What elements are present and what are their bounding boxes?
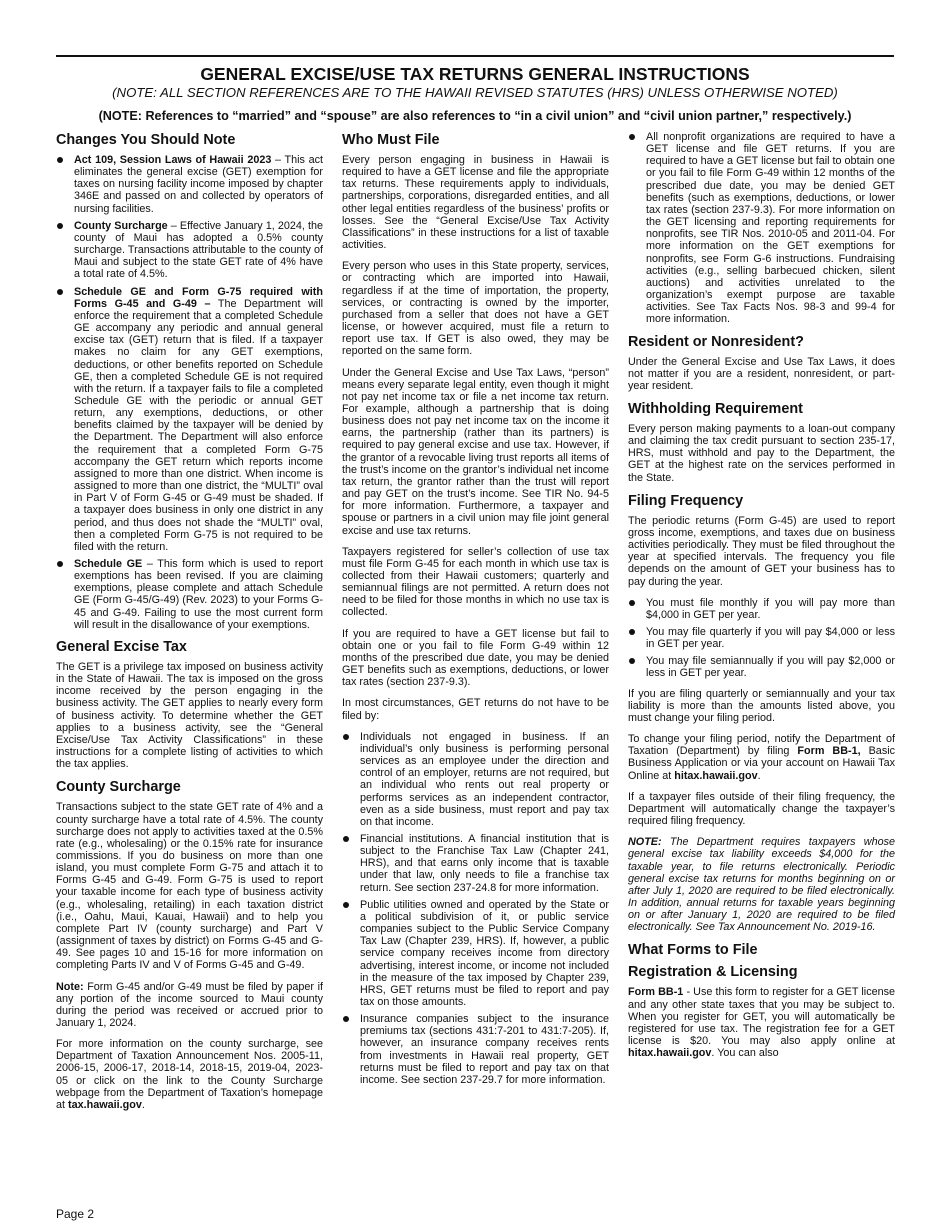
nonprofit-list <box>628 131 895 326</box>
paragraph: Every person making payments to a loan-out company and claiming the tax credit pursuant to section 235-17, HRS, must withhold and pay to the Department, the GET at the highest rate on the services performed in the State. <box>628 422 895 484</box>
civil-union-note: (NOTE: References to “married” and “spouse” are also references to “in a civil union” and “civil union partner,” respectively.) <box>98 109 852 123</box>
paragraph-end: . <box>141 1098 145 1111</box>
paragraph-text: Basic Business Application or via your account on Hawaii Tax Online at <box>628 745 896 782</box>
paragraph: Every person engaging in business in Hawaii is required to have a GET license and file the appropriate tax returns. These requirements apply to individuals, partnerships, corporations, disregarded entities, and all other legal entities regardless of the business’ profits or losses. See the “General Excise/Use Tax Activity Classifications” in these instructions for a list of taxable activities. <box>342 154 609 252</box>
paragraph <box>56 981 323 1030</box>
paragraph: Every person who uses in this State property, services, or contracting which are imported into Hawaii, regardless if at the time of importation, the property, services, or contracting is owned by the importer, purchased from a seller that does not have a GET license, or however acquired, must file a return to report use tax. If GET is also owed, they may be reported on the same form. <box>342 260 609 358</box>
item-text: – This form which is used to report exemptions has been revised. If you are claiming exemptions, please complete and attach Schedule GE (Form G-45/G-49) (Rev. 2023) to your Forms G-45 and G-49. Failing to use the most current form will result in the disallowance of your exemptions. <box>74 558 323 631</box>
list-item: All nonprofit organizations are required to have a GET license and file GET returns. If you are required to have a GET license but fail to obtain one or you fail to file Form G-49 within 12 months of the prescribed due date, you may be denied GET benefits (such as exemptions, deductions, or lower tax rates (section 237-9.3). For more information on the GET licensing and reporting requirements for nonprofits, see TIR Nos. 2010-05 and 2011-04. For more information on the GET exemptions for nonprofits, see Form G-6 instructions. Fundraising activities (e.g., selling barbecued chicken, silent auctions) and activities unrelated to the organization’s exempt purpose are taxable activities. See Tax Facts Nos. 98-3 and 99-4 for more information. <box>628 131 895 326</box>
item-lead: Schedule GE <box>74 558 143 570</box>
top-rule <box>56 55 894 57</box>
changes-list <box>56 154 323 631</box>
form-name: Form BB-1 <box>628 986 684 999</box>
paragraph-text: To change your filing period, notify the Department of Taxation (Department) by filing <box>628 733 895 758</box>
paragraph: Transactions subject to the state GET rate of 4% and a county surcharge have a total rate of 4.5%. The county surcharge does not apply to activities taxed at the 0.5% rate (e.g., wholesaling) or the 0.15% rate for insurance commissions. If you do business on more than one island, you must complete Form G-75 and attach it to Forms G-45 and G-49. Form G-75 is used to report your taxable income for each type of business activity (e.g., wholesaling, retailing) in each taxation district (i.e., Oahu, Maui, Kauai, Hawaii) and to help you complete Part IV (county surcharge) and Part V (assignment of taxes by district) on Forms G-45 and G-49. See pages 10 and 15-16 for more information on completing Parts IV and V of Forms G-45 and G-49. <box>56 801 323 972</box>
item-text: – This act eliminates the general excise (GET) exemption for taxes on nursing facility income imposed by chapter 346E and passed on and collected by operators of nursing facilities. <box>74 154 324 215</box>
changes-heading: Changes You Should Note <box>56 132 236 148</box>
paragraph <box>628 986 895 1059</box>
paragraph <box>628 836 895 933</box>
hitax-website-link[interactable]: hitax.hawaii.gov <box>674 769 758 782</box>
column-3 <box>628 131 895 1068</box>
list-item: Financial institutions. A financial institution that is subject to the Franchise Tax Law (Chapter 241, HRS), and that earns only income that is taxable under that law, only needs to file a franchise tax return. See section 237-24.8 for more information. <box>342 833 609 894</box>
note-text: The Department requires taxpayers whose general excise tax liability exceeds $4,000 for the taxable year, to file returns electronically. Periodic general excise tax returns for months beginning on or after July 1, 2020 are required to be filed electronically. In addition, annual returns for taxable years beginning on or after January 1, 2020 are required to be filed electronically. See Tax Announcement No. 2019-16. <box>628 836 895 934</box>
page-subtitle: (NOTE: ALL SECTION REFERENCES ARE TO THE HAWAII REVISED STATUTES (HRS) UNLESS OTHERWISE NOTED) <box>112 85 838 100</box>
resident-heading: Resident or Nonresident? <box>628 333 804 350</box>
exceptions-list <box>342 731 609 1086</box>
page-title: GENERAL EXCISE/USE TAX RETURNS GENERAL INSTRUCTIONS <box>200 64 750 84</box>
paragraph: Under the General Excise and Use Tax Laws, “person” means every separate legal entity, even though it might not pay net income tax or file a net income tax return. For example, although a partnership that is doing business does not pay net income tax on the income it earns, the partnership (rather than its partners) is required to pay general excise and use tax. However, if the grantor of a revocable living trust reports all items of the trust’s income on the grantor’s individual net income tax return, the grantor rather than the trust will report and pay GET on the trust’s income. See TIR No. 94-5 for more information. Furthermore, a taxpayer and spouse or partners in a civil union may file joint general excise and use tax returns. <box>342 366 609 537</box>
note-lead: Note: <box>56 980 84 993</box>
paragraph-text: For more information on the county surcharge, see Department of Taxation Announcement Nos. 2005-11, 2006-15, 2006-17, 2018-14, 2018-15, 2019-04, 2023-05 or click on the link to the County Surcharge webpage from the Department of Taxation’s homepage at <box>56 1038 323 1111</box>
form-name: Form BB-1, <box>797 745 861 758</box>
list-item <box>56 558 323 631</box>
paragraph: The periodic returns (Form G-45) are used to report gross income, exemptions, and taxes due on business activities periodically. They must be filed throughout the year at specified intervals. The frequency you file depends on the amount of GET your business has to pay during the year. <box>628 514 895 588</box>
paragraph <box>56 1038 323 1111</box>
list-item: You may file quarterly if you will pay $4,000 or less in GET per year. <box>628 626 895 650</box>
list-item: Individuals not engaged in business. If an individual’s only business is performing personal services as an employee under the direction and control of an employer, returns are not required, but an individual who rents out real property or performs services as an independent contractor, even as a side business, must report and pay tax on that income. <box>342 731 609 828</box>
list-item: You may file semiannually if you will pay $2,000 or less in GET per year. <box>628 655 895 679</box>
paragraph-text: - Use this form to register for a GET license and any other state taxes that you may be subject to. When you register for GET, you will automatically be registered for use tax. The registration fee for a GET license is $20. You may also apply online at <box>628 986 895 1048</box>
note-text: Form G-45 and/or G-49 must be filed by paper if any portion of the income sourced to Maui county during the period was received or accrued prior to January 1, 2024. <box>56 980 323 1029</box>
column-2 <box>342 131 609 1094</box>
paragraph: If you are filing quarterly or semiannually and your tax liability is more than the amounts listed above, you must change your filing period. <box>628 687 895 724</box>
list-item: Public utilities owned and operated by the State or a political subdivision of it, or public service companies subject to the Public Service Company Tax Law (Chapter 239, HRS). If, however, a public service company receives income from directory advertising, interest income, or income not included in the measure of the tax imposed by Chapter 239, HRS, GET returns must be filed to report and pay tax on those amounts. <box>342 899 609 1008</box>
frequency-heading: Filing Frequency <box>628 492 744 509</box>
registration-heading: Registration & Licensing <box>628 964 798 981</box>
note-lead: NOTE: <box>628 836 662 849</box>
item-lead: County Surcharge <box>74 219 168 232</box>
item-text: The Department will enforce the requirement that a completed Schedule GE accompany any periodic and annual general excise tax (GET) return that is filed. If a taxpayer makes no claim for any GET exemptions, deductions, or other benefits reported on Schedule GE, then a completed Schedule GE is not required with the return. If a taxpayer fails to file a completed Schedule GE with the periodic or annual GET return, any exemptions, deductions, or other benefits claimed by the taxpayer will be denied by the Department. The Department will also enforce the requirement that a completed Form G-75 accompany the GET return which reports income assigned to more than one district. When income is assigned to more than one district, the “MULTI” oval in Part V of Form G-45 or G-49 must be shaded. If a taxpayer does business in only one district in any period, and thus does not shade the “MULTI” oval, then a completed Form G-75 is not required to be filed with the return. <box>74 297 324 553</box>
page-number: Page 2 <box>56 1207 95 1221</box>
list-item <box>56 154 323 215</box>
tax-website-link[interactable]: tax.hawaii.gov <box>68 1098 142 1111</box>
get-heading: General Excise Tax <box>56 638 187 655</box>
paragraph: If you are required to have a GET license but fail to obtain one or you fail to file Form G-49 within 12 months of the prescribed due date, you may be denied GET benefits such as exemptions, deductions, or lower tax rates (section 237-9.3). <box>342 627 609 689</box>
paragraph <box>628 733 895 782</box>
hitax-website-link[interactable]: hitax.hawaii.gov <box>628 1047 712 1060</box>
who-heading: Who Must File <box>342 132 440 148</box>
item-text: – Effective January 1, 2024, the county of Maui has adopted a 0.5% county surcharge. Transactions attributable to the county of Maui and subject to the state GET rate of 4% have a total rate of 4.5%. <box>74 219 323 281</box>
list-item: Insurance companies subject to the insurance premiums tax (sections 431:7-201 to 431:7-205). If, however, an insurance company receives rents from investments in Hawaii real property, GET returns must be filed to report and pay tax on that income. See section 237-29.7 for more information. <box>342 1013 609 1086</box>
paragraph-end: . You can also <box>711 1047 779 1060</box>
item-lead: Act 109, Session Laws of Hawaii 2023 <box>74 154 272 166</box>
paragraph: In most circumstances, GET returns do not have to be filed by: <box>342 697 609 722</box>
column-1 <box>56 131 323 1120</box>
withholding-heading: Withholding Requirement <box>628 400 803 417</box>
list-item: You must file monthly if you will pay more than $4,000 in GET per year. <box>628 597 895 621</box>
item-lead: Schedule GE and Form G-75 required with Forms G-45 and G-49 – <box>74 285 323 310</box>
list-item <box>56 286 323 553</box>
paragraph: The GET is a privilege tax imposed on business activity in the State of Hawaii. The tax is imposed on the gross income received by the person engaging in the business activity. The GET applies to nearly every form of business activity. To determine whether the GET applies to a business activity, see the “General Excise/Use Tax Activity Classifications” in these instructions for a complete listing of activities to which the tax applies. <box>56 660 323 771</box>
paragraph: Taxpayers registered for seller’s collection of use tax must file Form G-45 for each month in which use tax is collected from their Hawaii customers; quarterly and semiannual filings are not permitted. A return does not need to be filed for those months in which no use tax is collected. <box>342 545 609 619</box>
paragraph: Under the General Excise and Use Tax Laws, it does not matter if you are a resident, nonresident, or part-year resident. <box>628 355 895 392</box>
frequency-list <box>628 597 895 680</box>
paragraph-end: . <box>757 769 761 782</box>
forms-heading: What Forms to File <box>628 942 758 959</box>
county-heading: County Surcharge <box>56 779 181 796</box>
paragraph: If a taxpayer files outside of their filing frequency, the Department will automatically change the taxpayer’s required filing frequency. <box>628 790 895 828</box>
list-item <box>56 220 323 281</box>
